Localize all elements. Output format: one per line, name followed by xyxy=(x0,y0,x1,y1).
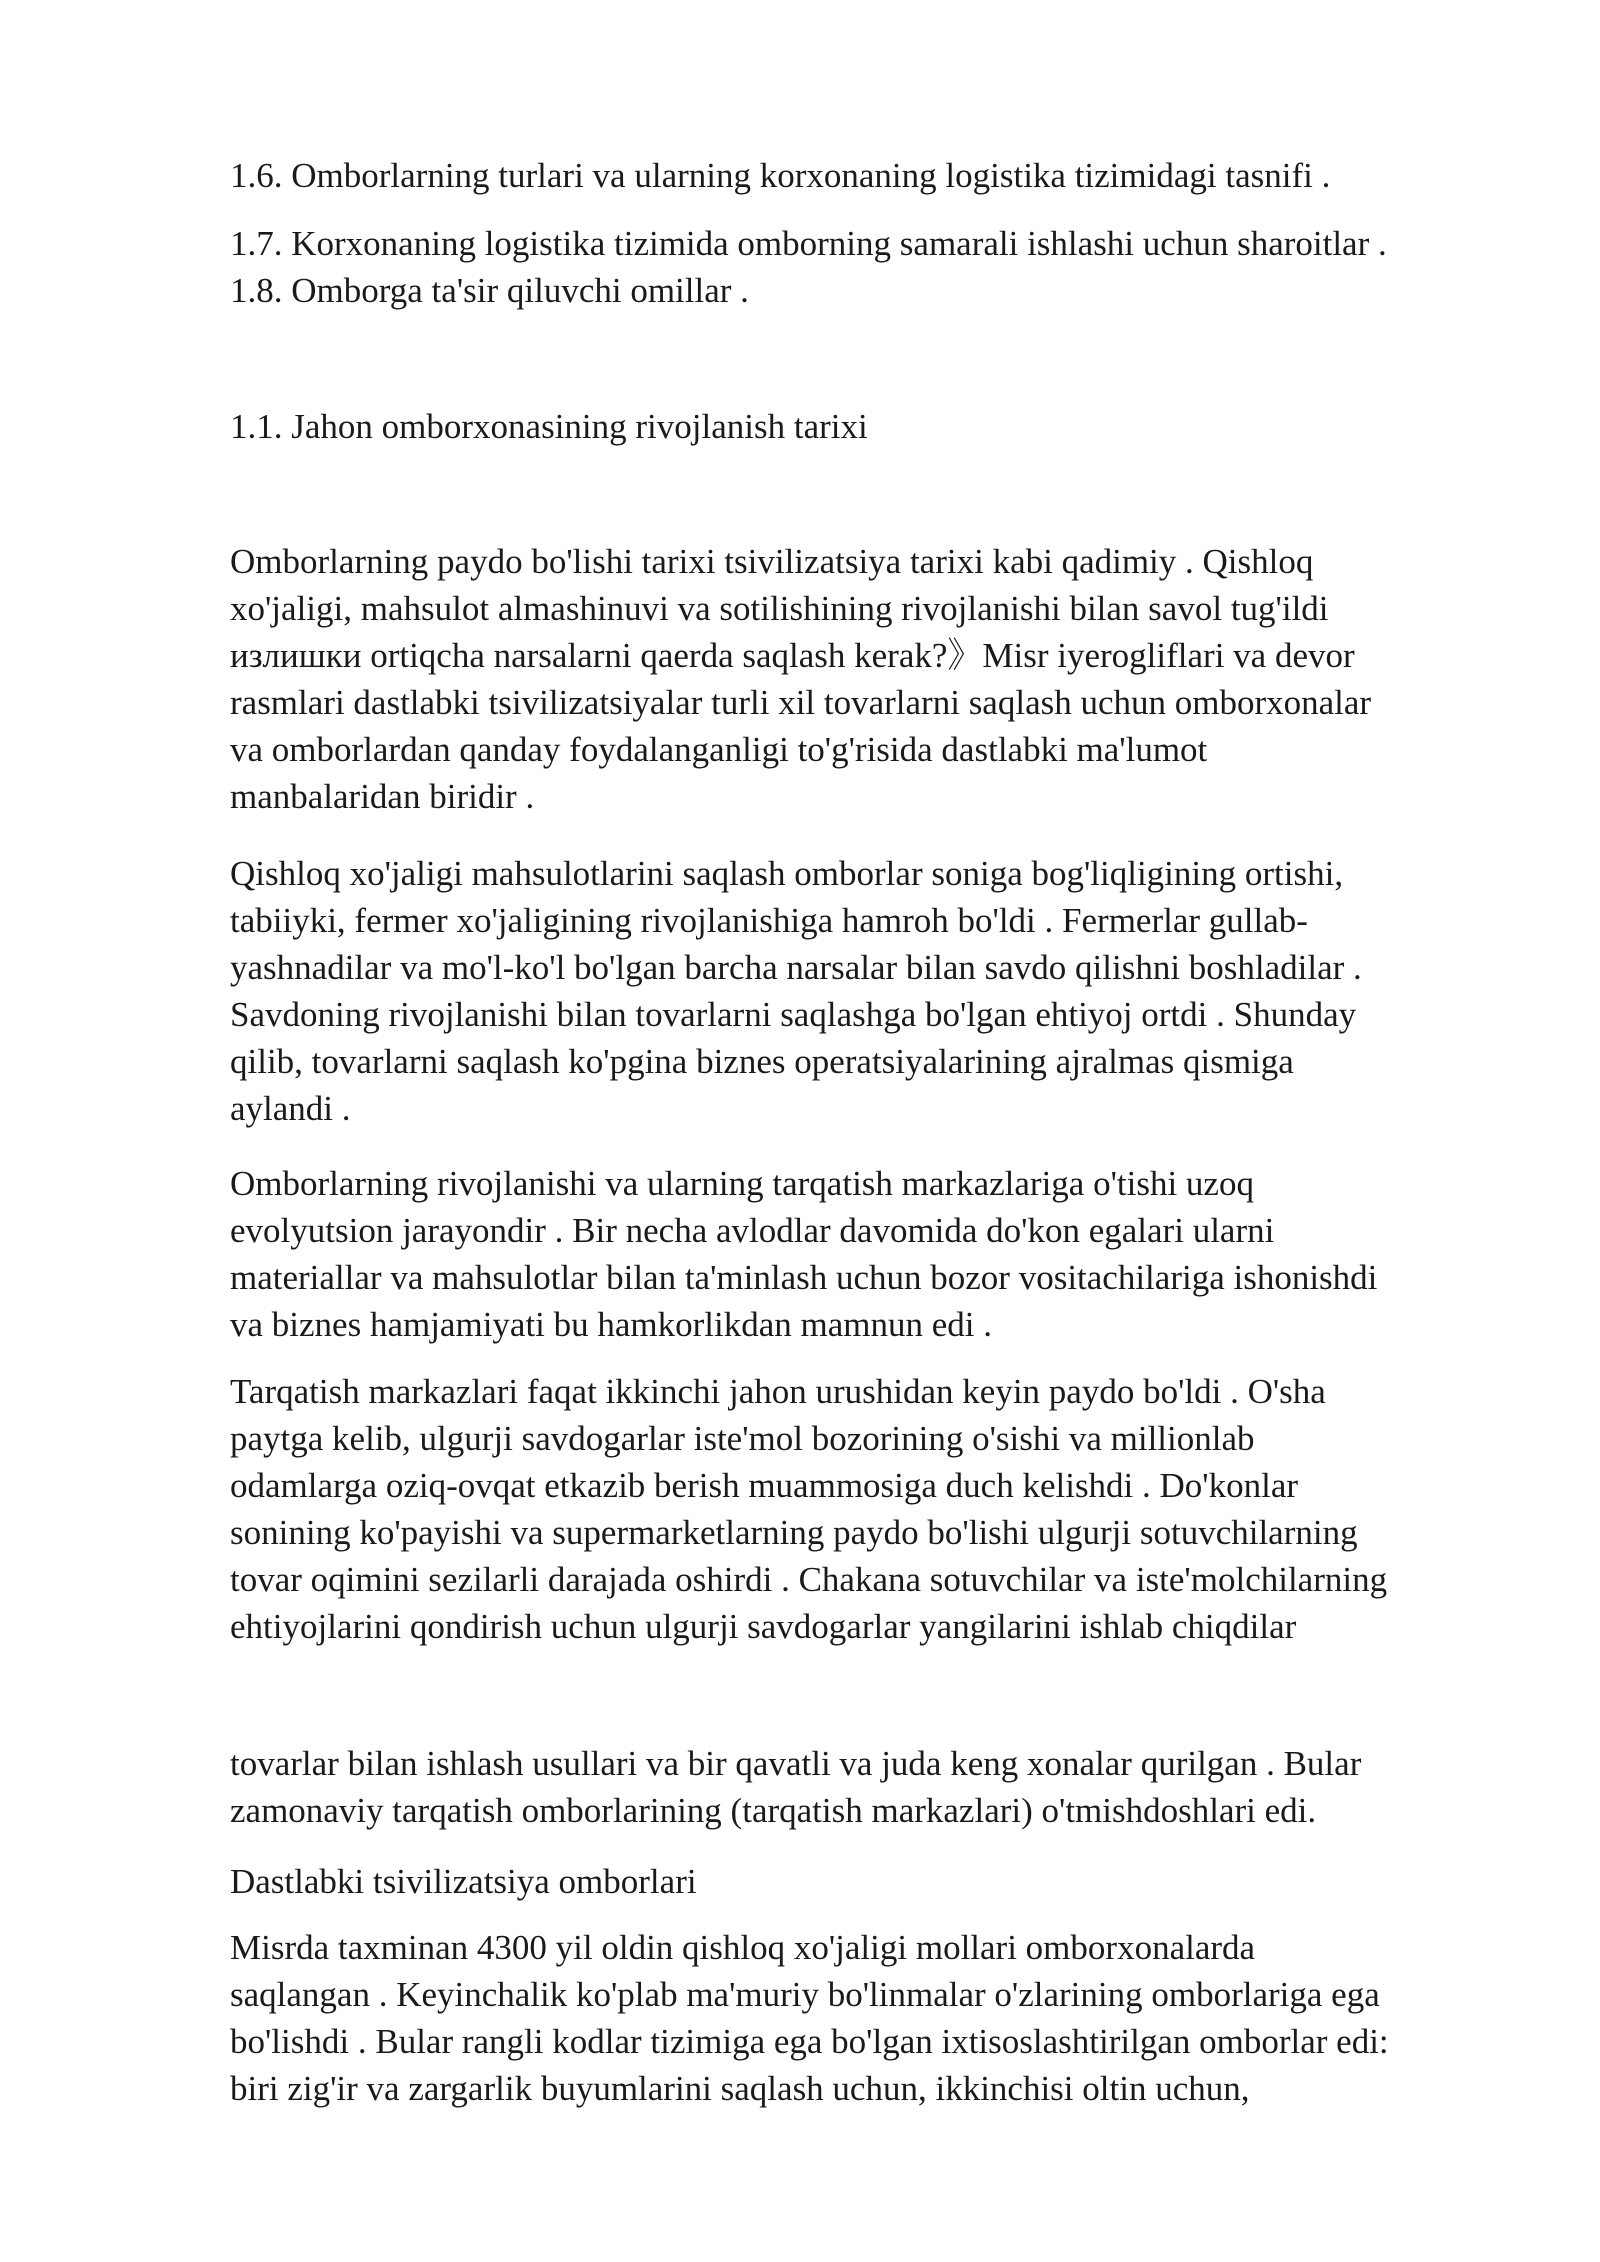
toc-item xyxy=(230,152,1500,199)
paragraph: Qishloq xo'jaligi mahsulotlarini saqlash omborlar soniga bog'liqligining ortishi, tabiiyki, fermer xo'jaligining rivojlanishiga hamroh bo'ldi . Fermerlar gullab- yashnadilar va mo'l-ko'l bo'lgan barcha narsalar bilan savdo qilishni boshladilar . Savdoning rivojlanishi bilan tovarlarni saqlashga bo'lgan ehtiyoj ortdi . Shunday qilib, tovarlarni saqlash ko'pgina biznes operatsiyalarining ajralmas qismiga aylandi . xyxy=(230,854,1362,1128)
paragraph: Omborlarning rivojlanishi va ularning tarqatish markazlariga o'tishi uzoq evolyutsion jarayondir . Bir necha avlodlar davomida do'kon egalari ularni materiallar va mahsulotlar bilan ta'minlash uchun bozor vositachilariga ishonishdi va biznes hamjamiyati bu hamkorlikdan mamnun edi . xyxy=(230,1164,1378,1344)
subheading: Dastlabki tsivilizatsiya omborlari xyxy=(230,1862,697,1901)
toc-item-1-7: 1.7. Korxonaning logistika tizimida omborning samarali ishlashi uchun sharoitlar . xyxy=(230,224,1387,263)
toc-item-1-8: 1.8. Omborga ta'sir qiluvchi omillar . xyxy=(230,271,749,310)
toc-item-group xyxy=(230,220,1500,314)
toc-item-1-6: 1.6. Omborlarning turlari va ularning korxonaning logistika tizimidagi tasnifi . xyxy=(230,156,1331,195)
paragraph: Misrda taxminan 4300 yil oldin qishloq xo'jaligi mollari omborxonalarda saqlangan . Keyinchalik ko'plab ma'muriy bo'linmalar o'zlarining omborlariga ega bo'lishdi . Bular rangli kodlar tizimiga ega bo'lgan ixtisoslashtirilgan omborlar edi: biri zig'ir va zargarlik buyumlarini saqlash uchun, ikkinchisi oltin uchun, xyxy=(230,1928,1389,2108)
paragraph: Tarqatish markazlari faqat ikkinchi jahon urushidan keyin paydo bo'ldi . O'sha paytga kelib, ulgurji savdogarlar iste'mol bozorining o'sishi va millionlab odamlarga oziq-ovqat etkazib berish muammosiga duch kelishdi . Do'konlar sonining ko'payishi va supermarketlarning paydo bo'lishi ulgurji sotuvchilarning tovar oqimini sezilarli darajada oshirdi . Chakana sotuvchilar va iste'molchilarning ehtiyojlarini qondirish uchun ulgurji savdogarlar yangilarini ishlab chiqdilar xyxy=(230,1372,1388,1646)
section-heading: 1.1. Jahon omborxonasining rivojlanish tarixi xyxy=(230,407,868,446)
paragraph: Omborlarning paydo bo'lishi tarixi tsivilizatsiya tarixi kabi qadimiy . Qishloq xo'jaligi, mahsulot almashinuvi va sotilishining rivojlanishi bilan savol tug'ildi излишки ortiqcha narsalarni qaerda saqlash kerak?》Misr iyerogliflari va devor rasmlari dastlabki tsivilizatsiyalar turli xil tovarlarni saqlash uchun omborxonalar va omborlardan qanday foydalanganligi to'g'risida dastlabki ma'lumot manbalaridan biridir . xyxy=(230,542,1372,816)
paragraph: tovarlar bilan ishlash usullari va bir qavatli va juda keng xonalar qurilgan . Bular zamonaviy tarqatish omborlarining (tarqatish markazlari) o'tmishdoshlari edi. xyxy=(230,1744,1362,1830)
